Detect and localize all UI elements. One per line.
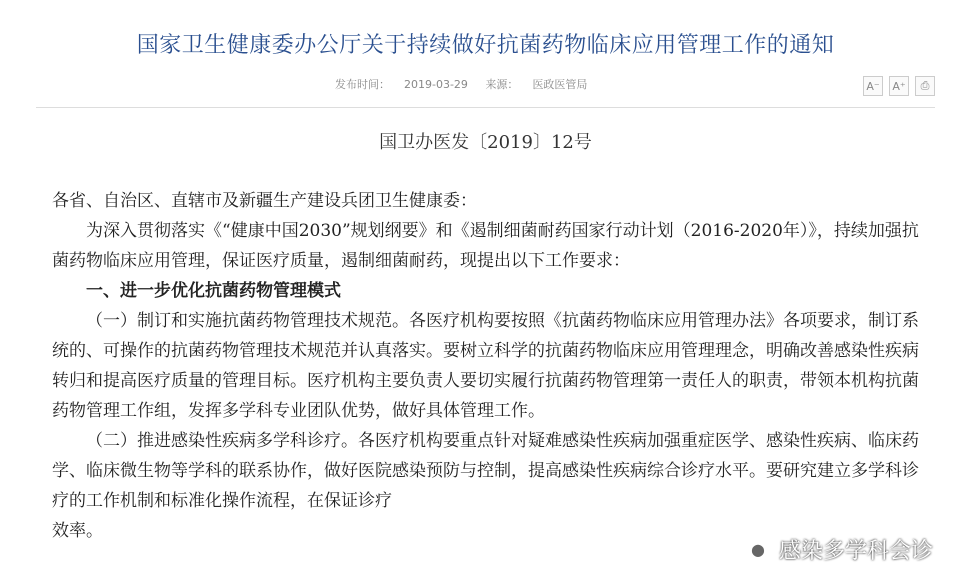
watermark-text: 感染多学科会诊 bbox=[778, 539, 933, 564]
item-1-paragraph bbox=[52, 306, 931, 426]
document-number: 国卫办医发〔2019〕12号 bbox=[379, 132, 592, 153]
addressee: 各省、自治区、直辖市及新疆生产建设兵团卫生健康委： bbox=[52, 191, 477, 211]
item-2-tail: 效率。 bbox=[52, 521, 103, 541]
divider bbox=[36, 107, 935, 108]
article-meta bbox=[335, 76, 601, 92]
document-body bbox=[52, 186, 931, 546]
intro-paragraph: 为深入贯彻落实《“健康中国2030”规划纲要》和《遏制细菌耐药国家行动计划（2016-2020年）》，持续加强抗菌药物临床应用管理，保证医疗质量，遏制细菌耐药，现提出以下工作要求： bbox=[52, 221, 919, 271]
font-decrease-button[interactable]: A⁻ bbox=[863, 76, 883, 96]
publish-label: 发布时间： bbox=[335, 78, 390, 91]
item-1-text: 各医疗机构要按照《抗菌药物临床应用管理办法》各项要求，制订系统的、可操作的抗菌药物管理技术规范并认真落实。要树立科学的抗菌药物临床应用管理理念，明确改善感染性疾病转归和提高医疗质量的管理目标。医疗机构主要负责人要切实履行抗菌药物管理第一责任人的职责，带领本机构抗菌药物管理工作组，发挥多学科专业团队优势，做好具体管理工作。 bbox=[52, 311, 919, 421]
item-2-text: 各医疗机构要重点针对疑难感染性疾病加强重症医学、感染性疾病、临床药学、临床微生物等学科的联系协作，做好医院感染预防与控制，提高感染性疾病综合诊疗水平。要研究建立多学科诊疗的工作机制和标准化操作流程，在保证诊疗 bbox=[52, 431, 919, 511]
section-heading: 一、进一步优化抗菌药物管理模式 bbox=[86, 281, 341, 301]
item-2-paragraph bbox=[52, 426, 931, 516]
source-label: 来源： bbox=[485, 78, 519, 91]
item-2-title: （二）推进感染性疾病多学科诊疗。 bbox=[86, 431, 358, 451]
item-1-title: （一）制订和实施抗菌药物管理技术规范。 bbox=[86, 311, 409, 331]
print-icon[interactable]: ⎙ bbox=[915, 76, 935, 96]
page-title: 国家卫生健康委办公厅关于持续做好抗菌药物临床应用管理工作的通知 bbox=[136, 33, 835, 58]
watermark bbox=[743, 534, 933, 565]
wechat-icon: ● bbox=[743, 535, 773, 565]
publish-date: 2019-03-29 bbox=[404, 78, 468, 91]
toolbar bbox=[863, 76, 935, 96]
source-name: 医政医管局 bbox=[532, 78, 588, 91]
font-increase-button[interactable]: A⁺ bbox=[889, 76, 909, 96]
